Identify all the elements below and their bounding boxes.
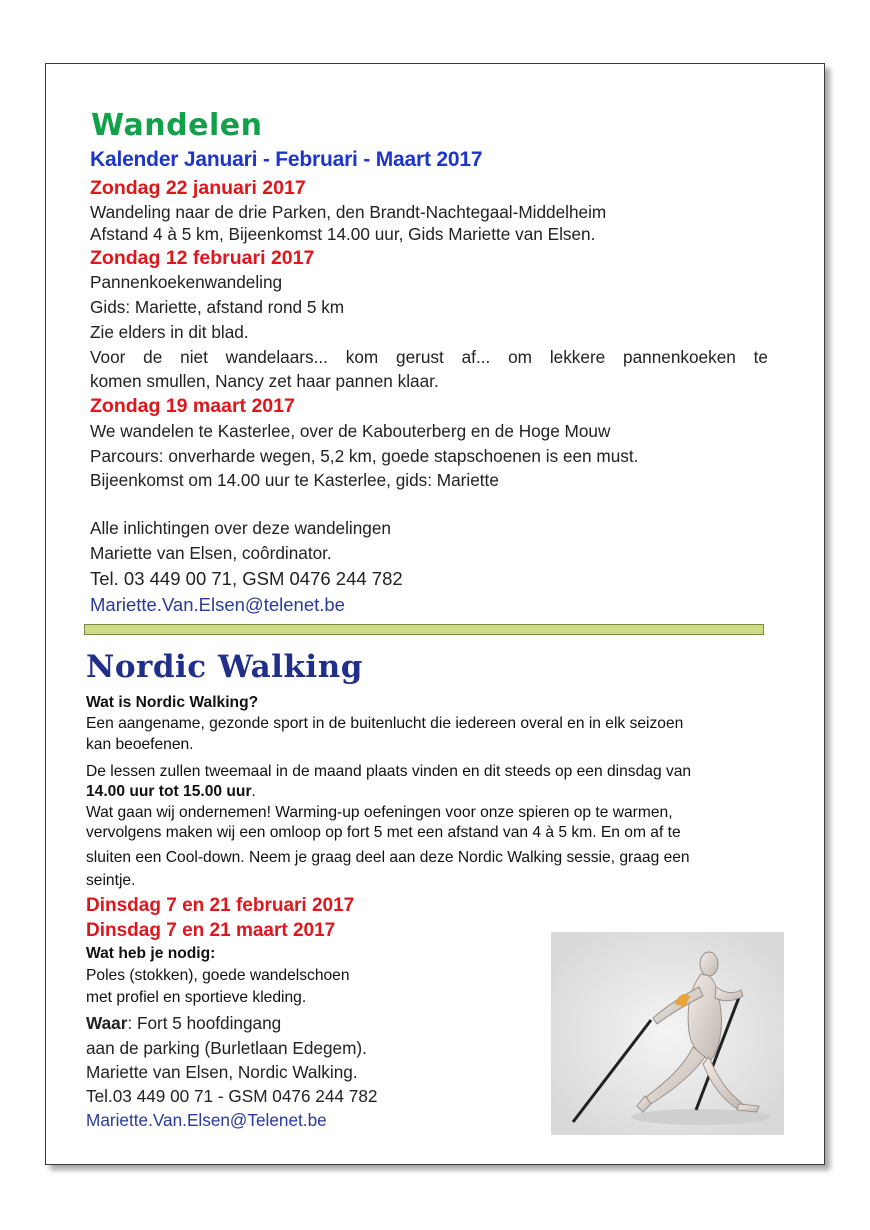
nordic-date: Dinsdag 7 en 21 maart 2017: [86, 920, 336, 941]
nordic-text-line: seintje.: [86, 872, 136, 889]
nordic-text-line: vervolgens maken wij een omloop op fort 5 met een afstand van 4 à 5 km. En om af te: [86, 824, 681, 841]
nordic-question: Wat is Nordic Walking?: [86, 694, 259, 711]
contact-phone: Tel. 03 449 00 71, GSM 0476 244 782: [90, 568, 403, 589]
nordic-contact-email-link[interactable]: Mariette.Van.Elsen@Telenet.be: [86, 1110, 327, 1130]
need-label: Wat heb je nodig:: [86, 945, 216, 962]
section-title-nordic-walking: Nordic Walking: [86, 649, 363, 685]
nordic-date: Dinsdag 7 en 21 februari 2017: [86, 895, 355, 916]
event-text-line: Zie elders in dit blad.: [90, 322, 249, 342]
event-text-line: Parcours: onverharde wegen, 5,2 km, goede stapschoenen is een must.: [90, 446, 639, 466]
nordic-contact-phone: Tel.03 449 00 71 - GSM 0476 244 782: [86, 1086, 378, 1106]
event-text-line: Wandeling naar de drie Parken, den Brandt-Nachtegaal-Middelheim: [90, 202, 607, 222]
nordic-time-line: [86, 783, 256, 801]
section-divider: [84, 624, 764, 635]
where-text: : Fort 5 hoofdingang: [127, 1013, 282, 1033]
nordic-text-line: Een aangename, gezonde sport in de buitenlucht die iedereen overal en in elk seizoen: [86, 715, 684, 732]
calendar-subtitle: Kalender Januari - Februari - Maart 2017: [90, 148, 483, 171]
nordic-time-end: .: [251, 783, 256, 800]
need-line: met profiel en sportieve kleding.: [86, 989, 307, 1006]
section-title-wandelen: Wandelen: [91, 108, 263, 143]
newsletter-page: [45, 63, 825, 1165]
event-text-line: Bijeenkomst om 14.00 uur te Kasterlee, gids: Mariette: [90, 470, 499, 490]
nordic-time: 14.00 uur tot 15.00 uur: [86, 783, 252, 800]
event-text-line: We wandelen te Kasterlee, over de Kabouterberg en de Hoge Mouw: [90, 421, 611, 441]
event-date: Zondag 22 januari 2017: [90, 177, 306, 199]
event-text-line: Pannenkoekenwandeling: [90, 272, 283, 292]
event-text-line: komen smullen, Nancy zet haar pannen klaar.: [90, 371, 439, 391]
event-text-line: Gids: Mariette, afstand rond 5 km: [90, 297, 345, 317]
where-line: [86, 1013, 281, 1034]
contact-name: Mariette van Elsen, coôrdinator.: [90, 543, 332, 563]
contact-email-link[interactable]: Mariette.Van.Elsen@telenet.be: [90, 594, 345, 615]
event-date: Zondag 19 maart 2017: [90, 395, 295, 417]
nordic-text-line: De lessen zullen tweemaal in de maand plaats vinden en dit steeds op een dinsdag van: [86, 763, 692, 780]
nordic-text-line: kan beoefenen.: [86, 736, 194, 753]
contact-intro: Alle inlichtingen over deze wandelingen: [90, 518, 391, 538]
nordic-contact-name: Mariette van Elsen, Nordic Walking.: [86, 1062, 358, 1082]
nordic-walker-illustration: [551, 932, 784, 1135]
nordic-text-line: sluiten een Cool-down. Neem je graag deel aan deze Nordic Walking sessie, graag een: [86, 849, 690, 866]
where-label: Waar: [86, 1013, 128, 1033]
where-line-2: aan de parking (Burletlaan Edegem).: [86, 1038, 367, 1058]
event-text-line: Voor de niet wandelaars... kom gerust af... om lekkere pannenkoeken te: [90, 347, 768, 367]
walker-figure-icon: [551, 932, 784, 1135]
event-text-line: Afstand 4 à 5 km, Bijeenkomst 14.00 uur, Gids Mariette van Elsen.: [90, 224, 596, 244]
nordic-text-line: Wat gaan wij ondernemen! Warming-up oefeningen voor onze spieren op te warmen,: [86, 804, 673, 821]
need-line: Poles (stokken), goede wandelschoen: [86, 967, 350, 984]
event-date: Zondag 12 februari 2017: [90, 247, 315, 269]
